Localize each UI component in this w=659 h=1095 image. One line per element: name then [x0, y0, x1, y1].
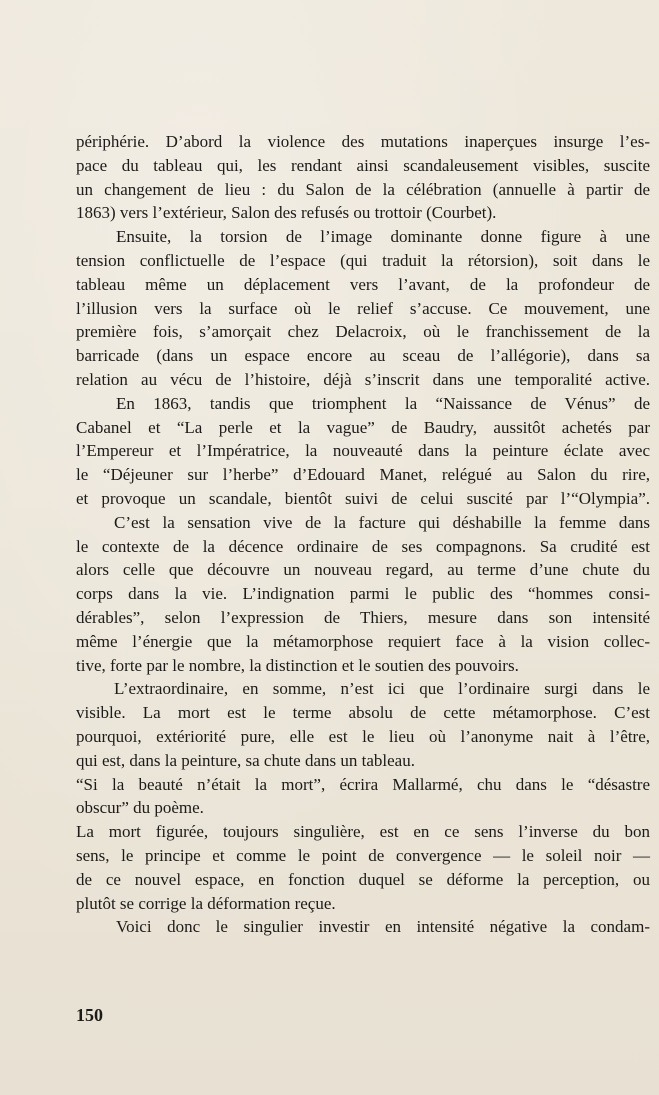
- text-line: plutôt se corrige la déformation reçue.: [76, 893, 336, 913]
- body-text: [76, 130, 650, 939]
- text-line: Voici donc le singulier investir en intensité négative la condam-: [116, 917, 650, 937]
- text-line: La mort figurée, toujours singulière, est en ce sens l’inverse du bon: [76, 822, 650, 842]
- text-line: pourquoi, extériorité pure, elle est le lieu où l’anonyme nait à l’être,: [76, 726, 650, 746]
- text-line: L’extraordinaire, en somme, n’est ici que l’ordinaire surgi dans le: [114, 679, 650, 699]
- text-line: même l’énergie que la métamorphose requiert face à la vision collec-: [76, 631, 650, 651]
- text-line: le “Déjeuner sur l’herbe” d’Edouard Manet, relégué au Salon du rire,: [76, 465, 650, 485]
- text-line: sens, le principe et comme le point de convergence — le soleil noir —: [76, 845, 650, 865]
- text-line: l’illusion vers la surface où le relief s’accuse. Ce mouvement, une: [76, 298, 650, 318]
- text-line: dérables”, selon l’expression de Thiers, mesure dans son intensité: [76, 607, 650, 627]
- text-line: C’est la sensation vive de la facture qui déshabille la femme dans: [114, 512, 650, 532]
- text-line: tension conflictuelle de l’espace (qui traduit la rétorsion), soit dans le: [76, 250, 650, 270]
- text-line: En 1863, tandis que triomphent la “Naissance de Vénus” de: [116, 393, 650, 413]
- text-line: pace du tableau qui, les rendant ainsi scandaleusement visibles, suscite: [76, 155, 650, 175]
- text-line: corps dans la vie. L’indignation parmi le public des “hommes consi-: [76, 584, 650, 604]
- text-line: de ce nouvel espace, en fonction duquel se déforme la perception, ou: [76, 869, 650, 889]
- text-line: obscur” du poème.: [76, 798, 204, 818]
- text-line: 1863) vers l’extérieur, Salon des refusés ou trottoir (Courbet).: [76, 203, 497, 223]
- text-line: relation au vécu de l’histoire, déjà s’inscrit dans une temporalité active.: [76, 369, 650, 389]
- text-line: barricade (dans un espace encore au sceau de l’allégorie), dans sa: [76, 346, 650, 366]
- text-line: le contexte de la décence ordinaire de ses compagnons. Sa crudité est: [76, 536, 650, 556]
- text-line: l’Empereur et l’Impératrice, la nouveauté dans la peinture éclate avec: [76, 441, 650, 461]
- text-line: périphérie. D’abord la violence des mutations inaperçues insurge l’es-: [76, 132, 650, 151]
- text-line: tableau même un déplacement vers l’avant, de la profondeur de: [76, 274, 650, 294]
- text-line: “Si la beauté n’était la mort”, écrira Mallarmé, chu dans le “désastre: [76, 774, 650, 794]
- text-line: et provoque un scandale, bientôt suivi de celui suscité par l’“Olympia”.: [76, 488, 650, 508]
- text-line: Cabanel et “La perle et la vague” de Baudry, aussitôt achetés par: [76, 417, 650, 437]
- text-line: Ensuite, la torsion de l’image dominante donne figure à une: [116, 227, 650, 247]
- page-number: 150: [76, 1005, 103, 1025]
- text-line: qui est, dans la peinture, sa chute dans un tableau.: [76, 750, 415, 770]
- text-line: alors celle que découvre un nouveau regard, au terme d’une chute du: [76, 560, 650, 580]
- text-line: tive, forte par le nombre, la distinction et le soutien des pouvoirs.: [76, 655, 519, 675]
- text-line: première fois, s’amorçait chez Delacroix, où le franchissement de la: [76, 322, 650, 342]
- text-line: visible. La mort est le terme absolu de cette métamorphose. C’est: [76, 703, 650, 723]
- text-line: un changement de lieu : du Salon de la célébration (annuelle à partir de: [76, 179, 650, 199]
